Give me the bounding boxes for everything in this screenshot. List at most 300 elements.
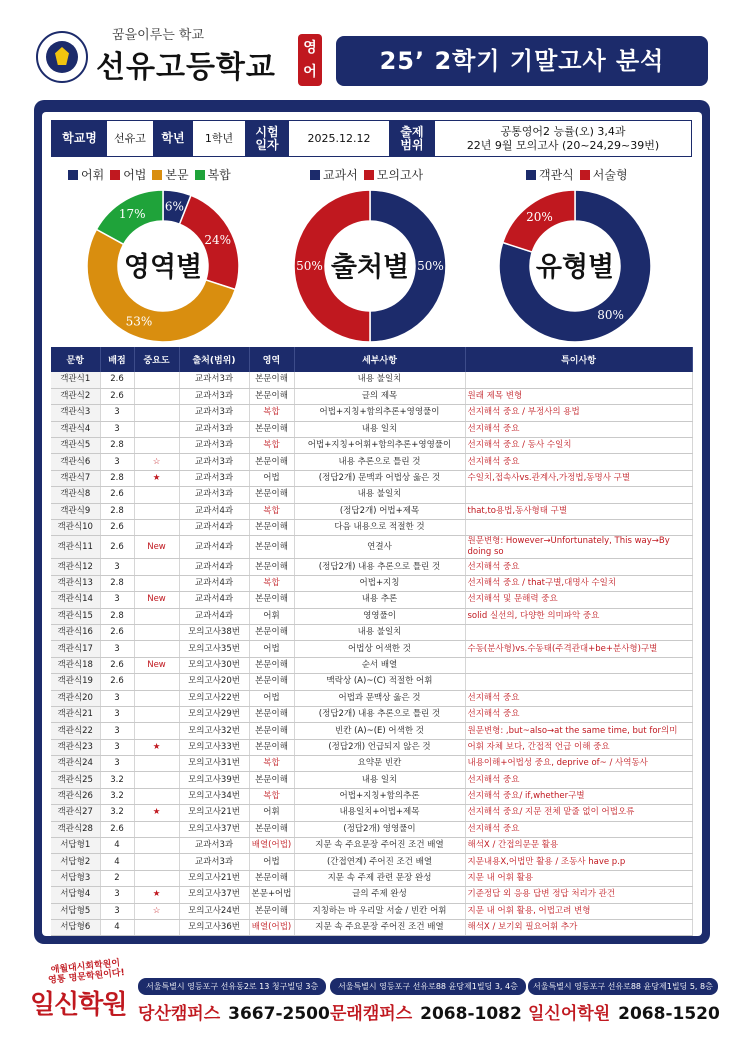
table-cell: 내용 불일치 [294,372,465,388]
table-cell [134,559,179,575]
table-cell: 선지해석 중요 [465,821,692,837]
table-cell: 지문 내 어휘 활용 [465,870,692,886]
table-cell: 본문이해 [249,520,294,536]
table-cell: 객관식2 [51,388,100,404]
table-cell: 본문이해 [249,487,294,503]
table-cell: 어법 [249,854,294,870]
table-cell: 본문이해 [249,674,294,690]
table-cell: (간접연계) 주어진 조건 배열 [294,854,465,870]
legend-swatch [580,170,590,180]
school-label: 학교명 [52,121,107,156]
table-cell: 모의고사35번 [179,641,249,657]
legend-label: 복합 [207,168,231,182]
table-cell: 본문이해 [249,772,294,788]
table-cell: 다음 내용으로 적절한 것 [294,520,465,536]
table-cell: 모의고사31번 [179,756,249,772]
table-cell: 내용 일치 [294,772,465,788]
table-cell: 2.6 [100,821,134,837]
table-cell: 교과서3과 [179,405,249,421]
donut-center-label: 유형별 [535,252,615,283]
table-cell [134,624,179,640]
table-cell: 교과서4과 [179,592,249,608]
table-cell: 교과서3과 [179,372,249,388]
table-cell [465,487,692,503]
table-cell: 수일치,접속사vs.관계사,가정법,동명사 구별 [465,470,692,486]
table-cell: 배열(어법) [249,838,294,854]
table-cell: 배열(어법) [249,920,294,936]
table-cell: 객관식25 [51,772,100,788]
table-cell: 모의고사36번 [179,920,249,936]
table-cell: 2.6 [100,624,134,640]
table-cell: 지칭하는 바 우리말 서술 / 빈칸 어휘 [294,903,465,919]
table-cell: 교과서4과 [179,575,249,591]
table-cell: 교과서3과 [179,388,249,404]
campus-phone: 2068-1520 [618,1004,720,1024]
legend-swatch [195,170,205,180]
table-row [51,870,692,886]
table-cell: 객관식7 [51,470,100,486]
table-row [51,920,692,936]
table-cell: 내용일치+어법+제목 [294,805,465,821]
table-row [51,690,692,706]
table-cell [134,575,179,591]
slice-value-label: 53% [125,314,153,329]
table-cell: 3 [100,690,134,706]
table-cell: 4 [100,854,134,870]
table-row [51,854,692,870]
table-row [51,487,692,503]
table-cell: 어법 [249,641,294,657]
table-cell: 객관식5 [51,438,100,454]
table-cell [134,706,179,722]
column-header: 배점 [100,347,134,372]
table-cell: 3 [100,405,134,421]
table-row [51,421,692,437]
donut-chart-area [83,186,243,346]
subject-badge: 영 어 [298,34,322,86]
table-cell: ★ [134,887,179,903]
table-cell: 어법과 문맥상 옳은 것 [294,690,465,706]
legend-label: 어법 [123,168,147,182]
analysis-table [51,347,693,936]
slice-value-label: 80% [597,307,624,322]
grade-value: 1학년 [204,131,234,145]
table-row [51,438,692,454]
table-cell: 내용이해+어법성 중요, deprive of~ / 사역동사 [465,756,692,772]
table-cell: that,to용법,동사형태 구별 [465,503,692,519]
table-cell [134,821,179,837]
table-cell: 영영풀이 [294,608,465,624]
academy-tagline: 애월대시회학원이 영통 명문학원이다! [47,958,126,986]
table-cell: 모의고사20번 [179,674,249,690]
legend-item [110,166,146,183]
table-cell: 객관식8 [51,487,100,503]
table-cell: 해석X / 간접의문문 활용 [465,838,692,854]
slice-value-label: 50% [417,259,444,273]
table-cell: 내용 추론으로 틀린 것 [294,454,465,470]
table-cell: 객관식4 [51,421,100,437]
table-cell: 복합 [249,575,294,591]
table-cell: 선지해석 중요/ if,whether구별 [465,788,692,804]
table-cell: 객관식23 [51,739,100,755]
table-cell [134,372,179,388]
table-row [51,903,692,919]
campus-ilsin [528,974,720,1024]
legend-item [310,166,358,183]
table-cell: 객관식1 [51,372,100,388]
table-cell: 객관식21 [51,706,100,722]
table-cell: 어휘 [249,608,294,624]
campus-phone: 3667-2500 [228,1004,330,1024]
table-cell: 복합 [249,405,294,421]
table-cell: 복합 [249,503,294,519]
table-cell: 교과서4과 [179,559,249,575]
table-cell: 2.6 [100,536,134,559]
table-cell: 2.8 [100,470,134,486]
column-header: 문항 [51,347,100,372]
table-cell: 2.6 [100,520,134,536]
legend-swatch [110,170,120,180]
table-cell [134,520,179,536]
table-cell: 어법+지칭+함의추론 [294,788,465,804]
table-cell: (정답2개) 내용 추론으로 틀린 것 [294,706,465,722]
table-row [51,405,692,421]
table-cell: 본문이해 [249,739,294,755]
campus-address: 서울특별시 영등포구 선유로88 윤당제1빌딩 3, 4층 [330,978,526,995]
table-row [51,372,692,388]
table-cell: 3 [100,739,134,755]
table-cell: 2.8 [100,575,134,591]
table-row [51,674,692,690]
table-cell [134,838,179,854]
table-cell: 선지해석 중요 / 동사 수일치 [465,438,692,454]
table-cell: 2.6 [100,674,134,690]
table-cell: 선지해석 중요/ 지문 전체 맡줄 없이 어법오류 [465,805,692,821]
table-cell: ★ [134,470,179,486]
table-cell [134,388,179,404]
column-header: 영역 [249,347,294,372]
table-cell: 내용 불일치 [294,487,465,503]
table-cell: 3 [100,723,134,739]
table-cell: 객관식13 [51,575,100,591]
table-cell: 교과서3과 [179,454,249,470]
table-cell: ★ [134,739,179,755]
chart-legend-area [68,166,231,183]
campus-phone: 2068-1082 [420,1004,522,1024]
table-row [51,520,692,536]
school-slogan: 꿈을이루는 학교 [112,28,205,43]
table-cell: 객관식19 [51,674,100,690]
table-cell: (정답2개) 어법+제목 [294,503,465,519]
table-cell [465,372,692,388]
range-value: 공통영어2 능률(오) 3,4과 22년 9월 모의고사 (20~24,29~39번) [466,124,660,152]
table-cell [134,674,179,690]
legend-swatch [152,170,162,180]
table-cell [134,641,179,657]
legend-item [526,166,574,183]
chart-legend-source [310,166,423,183]
column-header: 세부사항 [294,347,465,372]
slice-value-label: 20% [526,210,553,225]
table-cell: 선지해석 중요 [465,559,692,575]
column-header: 중요도 [134,347,179,372]
table-cell: 객관식18 [51,657,100,673]
table-cell: 교과서3과 [179,854,249,870]
legend-item [580,166,628,183]
campus-address: 서울특별시 영등포구 선유로88 윤당제1빌딩 5, 8층 [528,978,718,995]
table-cell: 복합 [249,756,294,772]
range-label: 출제 범위 [389,121,435,156]
table-cell: 교과서3과 [179,838,249,854]
table-row [51,470,692,486]
table-cell: 선지해석 중요 / 부정사의 용법 [465,405,692,421]
table-cell [134,788,179,804]
table-cell: 어법 [249,690,294,706]
slice-value-label: 17% [118,206,146,221]
table-cell: 서답형4 [51,887,100,903]
table-cell: 내용 일치 [294,421,465,437]
table-cell: 지문 내 어휘 활용, 어법고려 변형 [465,903,692,919]
table-cell [134,920,179,936]
grade-label: 학년 [153,121,193,156]
table-row [51,706,692,722]
table-cell: 선지해석 중요 [465,454,692,470]
table-cell: 서답형3 [51,870,100,886]
legend-label: 서술형 [592,168,628,182]
table-cell: 교과서4과 [179,503,249,519]
table-header-row [51,347,692,372]
table-cell: 본문이해 [249,903,294,919]
table-cell: 객관식11 [51,536,100,559]
table-cell: 선지해석 중요 [465,421,692,437]
campus-name: 당산캠퍼스 [138,1004,221,1024]
table-cell: (정답2개) 문맥과 어법상 옳은 것 [294,470,465,486]
table-cell: 모의고사33번 [179,739,249,755]
table-cell: 본문이해 [249,706,294,722]
table-cell: 요약문 빈칸 [294,756,465,772]
table-cell: 객관식27 [51,805,100,821]
table-cell: 본문이해 [249,870,294,886]
table-cell: 서답형6 [51,920,100,936]
table-cell: 모의고사22번 [179,690,249,706]
table-row [51,641,692,657]
slice-value-label: 50% [296,259,323,273]
table-cell: 어휘 자체 보다, 간접적 언급 이해 중요 [465,739,692,755]
table-row [51,657,692,673]
table-cell: 객관식16 [51,624,100,640]
table-cell: 수동(분사형)vs.수동태(주격관대+be+분사형)구별 [465,641,692,657]
legend-item [364,166,423,183]
table-cell: 3.2 [100,805,134,821]
table-cell: 교과서4과 [179,608,249,624]
table-cell: 3 [100,706,134,722]
donut-chart-type [495,186,655,346]
table-row [51,805,692,821]
table-cell: 3 [100,887,134,903]
table-cell: 교과서3과 [179,421,249,437]
table-cell: 기준정답 외 응용 답변 정답 처리가 관건 [465,887,692,903]
table-cell: 3.2 [100,788,134,804]
table-cell: 어법+지칭+함의추론+영영풀이 [294,405,465,421]
table-cell: 빈칸 (A)~(E) 어색한 것 [294,723,465,739]
table-cell: 지문 속 주제 관련 문장 완성 [294,870,465,886]
date-value: 2025.12.12 [307,131,371,145]
table-cell: (정답2개) 영영풀이 [294,821,465,837]
exam-info-bar [51,120,692,157]
table-cell: 모의고사21번 [179,805,249,821]
table-cell [134,405,179,421]
table-cell: 3 [100,641,134,657]
table-cell: 객관식12 [51,559,100,575]
table-cell: 2 [100,870,134,886]
table-cell [134,421,179,437]
table-cell: 해석X / 보기외 필요어휘 추가 [465,920,692,936]
table-cell: 어법+지칭+어휘+함의추론+영영풀이 [294,438,465,454]
table-cell: 내용 추론 [294,592,465,608]
table-cell: 객관식28 [51,821,100,837]
slice-value-label: 6% [164,199,184,214]
legend-label: 모의고사 [376,168,424,182]
donut-center-label: 출처별 [330,252,410,283]
table-cell: 객관식3 [51,405,100,421]
table-cell: 선지해석 중요 [465,690,692,706]
table-cell [134,690,179,706]
table-cell: 객관식17 [51,641,100,657]
campus-name: 일신어학원 [528,1004,611,1024]
table-cell: 본문이해 [249,559,294,575]
table-cell: 2.8 [100,503,134,519]
column-header: 특이사항 [465,347,692,372]
academy-logo: 일신학원 [30,990,127,1020]
table-cell [134,870,179,886]
table-cell: 2.6 [100,657,134,673]
legend-label: 객관식 [539,168,574,182]
table-row [51,575,692,591]
table-cell: 객관식9 [51,503,100,519]
table-cell: 교과서3과 [179,438,249,454]
table-cell: 지문내용X,어법만 활용 / 조동사 have p.p [465,854,692,870]
table-cell: 3 [100,454,134,470]
page-header [0,0,743,100]
table-cell: 3 [100,903,134,919]
donut-center-label: 영역별 [123,252,203,283]
legend-item [195,166,231,183]
table-cell: 선지해석 중요 [465,772,692,788]
table-cell: 객관식6 [51,454,100,470]
table-cell: 교과서4과 [179,520,249,536]
table-row [51,772,692,788]
table-cell: (정답2개) 언급되지 않은 것 [294,739,465,755]
table-cell: 본문이해 [249,454,294,470]
table-cell: 본문이해 [249,536,294,559]
table-row [51,821,692,837]
table-cell: 교과서3과 [179,470,249,486]
table-cell: ☆ [134,903,179,919]
campus-address: 서울특별시 영등포구 선유동2로 13 청구빌딩 3층 [138,978,326,995]
legend-label: 본문 [165,168,189,182]
table-cell: 선지해석 중요 / that구별,대명사 수일치 [465,575,692,591]
table-cell: 모의고사32번 [179,723,249,739]
table-cell: 본문이해 [249,657,294,673]
table-cell: 2.6 [100,487,134,503]
table-cell: 서답형1 [51,838,100,854]
table-cell [465,520,692,536]
table-cell [134,503,179,519]
table-cell [134,487,179,503]
table-cell [134,854,179,870]
table-cell: 4 [100,838,134,854]
legend-item [152,166,188,183]
table-row [51,788,692,804]
table-cell: 어휘 [249,805,294,821]
table-cell: 3.2 [100,772,134,788]
table-cell: 본문이해 [249,624,294,640]
school-value: 선유고 [114,131,146,145]
table-cell: 2.8 [100,438,134,454]
table-cell: 지문 속 주요문장 주어진 조건 배열 [294,920,465,936]
table-cell: 어법상 어색한 것 [294,641,465,657]
table-cell: 객관식24 [51,756,100,772]
table-cell [134,608,179,624]
table-cell: 어법 [249,470,294,486]
table-cell: 어법+지칭 [294,575,465,591]
table-cell: 맥락상 (A)~(C) 적절한 어휘 [294,674,465,690]
campus-name: 문래캠퍼스 [330,1004,413,1024]
table-cell: 2.6 [100,372,134,388]
table-cell: 3 [100,421,134,437]
table-row [51,388,692,404]
table-row [51,454,692,470]
table-cell: 교과서4과 [179,536,249,559]
school-emblem-icon [36,31,88,83]
table-cell [134,772,179,788]
table-cell: 선지해석 중요 [465,706,692,722]
table-cell: 2.8 [100,608,134,624]
legend-label: 어휘 [81,168,105,182]
table-cell: 본문이해 [249,723,294,739]
table-cell: 복합 [249,788,294,804]
table-cell: New [134,657,179,673]
table-cell [465,674,692,690]
slice-value-label: 24% [204,233,232,248]
table-row [51,592,692,608]
table-row [51,559,692,575]
table-row [51,756,692,772]
table-cell [134,438,179,454]
page-title: 25’ 2학기 기말고사 분석 [336,36,708,86]
table-cell [134,756,179,772]
table-cell: 글의 제목 [294,388,465,404]
table-cell: 객관식10 [51,520,100,536]
table-cell: 3 [100,592,134,608]
table-cell: 3 [100,756,134,772]
table-cell: 객관식15 [51,608,100,624]
table-cell: 연결사 [294,536,465,559]
table-cell: 모의고사39번 [179,772,249,788]
table-cell: 본문이해 [249,421,294,437]
table-cell: 순서 배열 [294,657,465,673]
table-row [51,608,692,624]
table-cell: 모의고사37번 [179,887,249,903]
table-cell: 원문변형: However→Unfortunately, This way→By doing so [465,536,692,559]
table-cell: 객관식14 [51,592,100,608]
date-label: 시험 일자 [245,121,289,156]
table-cell: 서답형5 [51,903,100,919]
table-cell: 원문변형: ,but~also→at the same time, but for의미 [465,723,692,739]
legend-item [68,166,104,183]
table-cell: ☆ [134,454,179,470]
table-cell: 본문이해 [249,592,294,608]
